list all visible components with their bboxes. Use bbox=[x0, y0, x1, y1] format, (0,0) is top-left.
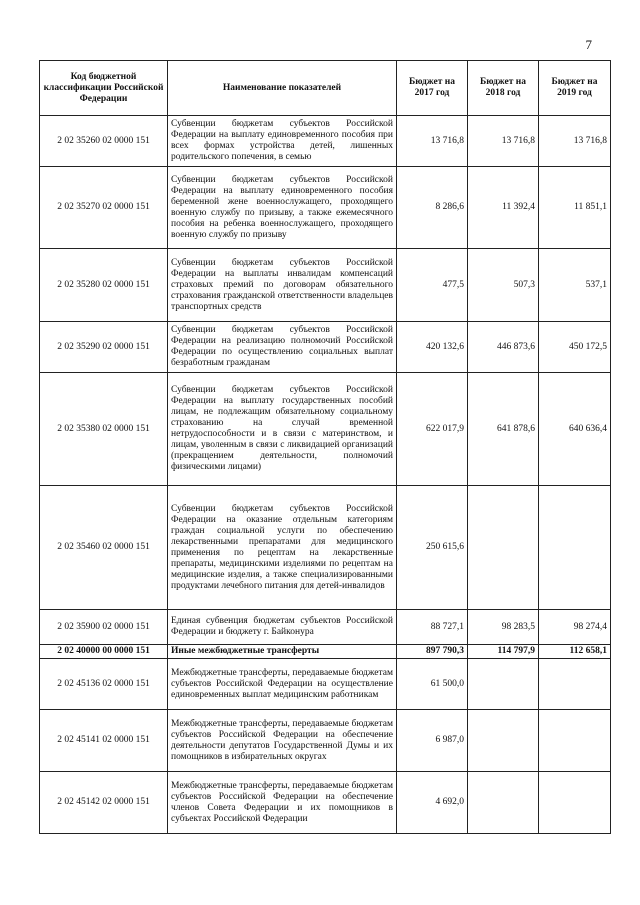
budget-2017-cell: 622 017,9 bbox=[397, 373, 468, 486]
indicator-name-cell: Субвенции бюджетам субъектов Российской Федерации на выплаты инвалидам компенсаций страховых премий по договорам обязательного страхования гражданской ответственности владельцев транспортных средств bbox=[168, 249, 397, 322]
budget-2017-cell: 13 716,8 bbox=[397, 116, 468, 167]
budget-2017-cell: 61 500,0 bbox=[397, 659, 468, 710]
indicator-name-cell: Субвенции бюджетам субъектов Российской Федерации на оказание отдельным категориям граждан социальной услуги по обеспечению лекарственными препаратами для медицинского применения по рецептам на лекарственные препараты, медицинскими изделиями по рецептам на медицинские изделия, а также специализированными продуктами лечебного питания для детей-инвалидов bbox=[168, 486, 397, 610]
budget-2018-cell: 114 797,9 bbox=[468, 645, 539, 659]
budget-2019-cell: 11 851,1 bbox=[539, 167, 611, 249]
budget-2017-cell: 477,5 bbox=[397, 249, 468, 322]
table-row bbox=[40, 249, 611, 322]
budget-2019-cell bbox=[539, 710, 611, 772]
budget-code-cell: 2 02 45141 02 0000 151 bbox=[40, 710, 168, 772]
budget-2017-cell: 88 727,1 bbox=[397, 610, 468, 645]
table-row bbox=[40, 486, 611, 610]
budget-2018-cell: 641 878,6 bbox=[468, 373, 539, 486]
budget-code-cell: 2 02 35280 02 0000 151 bbox=[40, 249, 168, 322]
budget-code-cell: 2 02 35460 02 0000 151 bbox=[40, 486, 168, 610]
budget-2019-cell: 13 716,8 bbox=[539, 116, 611, 167]
budget-2019-cell: 537,1 bbox=[539, 249, 611, 322]
table-header-row bbox=[40, 61, 611, 116]
budget-2019-cell: 98 274,4 bbox=[539, 610, 611, 645]
indicator-name-cell: Единая субвенция бюджетам субъектов Российской Федерации и бюджету г. Байконура bbox=[168, 610, 397, 645]
budget-table bbox=[39, 60, 611, 834]
table-row bbox=[40, 610, 611, 645]
indicator-name-cell: Межбюджетные трансферты, передаваемые бюджетам субъектов Российской Федерации на обеспечение деятельности депутатов Государственной Думы и их помощников в избирательных округах bbox=[168, 710, 397, 772]
budget-2018-cell: 13 716,8 bbox=[468, 116, 539, 167]
indicator-name-cell: Субвенции бюджетам субъектов Российской Федерации на выплату единовременного пособия при всех формах устройства детей, лишенных родительского попечения, в семью bbox=[168, 116, 397, 167]
budget-2019-cell: 112 658,1 bbox=[539, 645, 611, 659]
indicator-name-cell: Субвенции бюджетам субъектов Российской Федерации на выплату единовременного пособия беременной жене военнослужащего, проходящего военную службу по призыву, а также ежемесячного пособия на ребенка военнослужащего, проходящего военную службу по призыву bbox=[168, 167, 397, 249]
budget-2017-cell: 8 286,6 bbox=[397, 167, 468, 249]
table-row-total bbox=[40, 645, 611, 659]
budget-code-cell: 2 02 40000 00 0000 151 bbox=[40, 645, 168, 659]
table-row bbox=[40, 167, 611, 249]
budget-2018-cell: 98 283,5 bbox=[468, 610, 539, 645]
budget-2019-cell bbox=[539, 772, 611, 834]
header-budget-2017: Бюджет на 2017 год bbox=[397, 61, 468, 116]
budget-2019-cell: 450 172,5 bbox=[539, 322, 611, 373]
table-row bbox=[40, 772, 611, 834]
budget-code-cell: 2 02 45136 02 0000 151 bbox=[40, 659, 168, 710]
header-budget-2019: Бюджет на 2019 год bbox=[539, 61, 611, 116]
budget-2017-cell: 420 132,6 bbox=[397, 322, 468, 373]
budget-2019-cell: 640 636,4 bbox=[539, 373, 611, 486]
table-row bbox=[40, 322, 611, 373]
header-budget-2018: Бюджет на 2018 год bbox=[468, 61, 539, 116]
budget-2018-cell: 507,3 bbox=[468, 249, 539, 322]
table-row bbox=[40, 710, 611, 772]
budget-2017-cell: 897 790,3 bbox=[397, 645, 468, 659]
budget-code-cell: 2 02 35260 02 0000 151 bbox=[40, 116, 168, 167]
budget-code-cell: 2 02 35900 02 0000 151 bbox=[40, 610, 168, 645]
budget-2017-cell: 250 615,6 bbox=[397, 486, 468, 610]
budget-2018-cell: 11 392,4 bbox=[468, 167, 539, 249]
budget-code-cell: 2 02 35270 02 0000 151 bbox=[40, 167, 168, 249]
budget-2018-cell bbox=[468, 486, 539, 610]
indicator-name-cell: Иные межбюджетные трансферты bbox=[168, 645, 397, 659]
table-row bbox=[40, 116, 611, 167]
table-row bbox=[40, 373, 611, 486]
indicator-name-cell: Субвенции бюджетам субъектов Российской Федерации на реализацию полномочий Российской Федерации по осуществлению социальных выплат безработным гражданам bbox=[168, 322, 397, 373]
budget-2017-cell: 4 692,0 bbox=[397, 772, 468, 834]
budget-2017-cell: 6 987,0 bbox=[397, 710, 468, 772]
indicator-name-cell: Межбюджетные трансферты, передаваемые бюджетам субъектов Российской Федерации на обеспечение членов Совета Федерации и их помощников в субъектах Российской Федерации bbox=[168, 772, 397, 834]
budget-2018-cell bbox=[468, 772, 539, 834]
budget-code-cell: 2 02 35290 02 0000 151 bbox=[40, 322, 168, 373]
indicator-name-cell: Субвенции бюджетам субъектов Российской Федерации на выплату государственных пособий лицам, не подлежащим обязательному социальному страхованию на случай временной нетрудоспособности и в связи с материнством, и лицам, уволенным в связи с ликвидацией организаций (прекращением деятельности, полномочий физическими лицами) bbox=[168, 373, 397, 486]
budget-2018-cell bbox=[468, 659, 539, 710]
header-name: Наименование показателей bbox=[168, 61, 397, 116]
table-row bbox=[40, 659, 611, 710]
table-body bbox=[40, 116, 611, 834]
page-number: 7 bbox=[585, 37, 592, 52]
budget-2018-cell: 446 873,6 bbox=[468, 322, 539, 373]
budget-code-cell: 2 02 35380 02 0000 151 bbox=[40, 373, 168, 486]
budget-2019-cell bbox=[539, 486, 611, 610]
header-code: Код бюджетной классификации Российской Федерации bbox=[40, 61, 168, 116]
indicator-name-cell: Межбюджетные трансферты, передаваемые бюджетам субъектов Российской Федерации на осуществление единовременных выплат медицинским работникам bbox=[168, 659, 397, 710]
budget-2018-cell bbox=[468, 710, 539, 772]
budget-2019-cell bbox=[539, 659, 611, 710]
budget-code-cell: 2 02 45142 02 0000 151 bbox=[40, 772, 168, 834]
